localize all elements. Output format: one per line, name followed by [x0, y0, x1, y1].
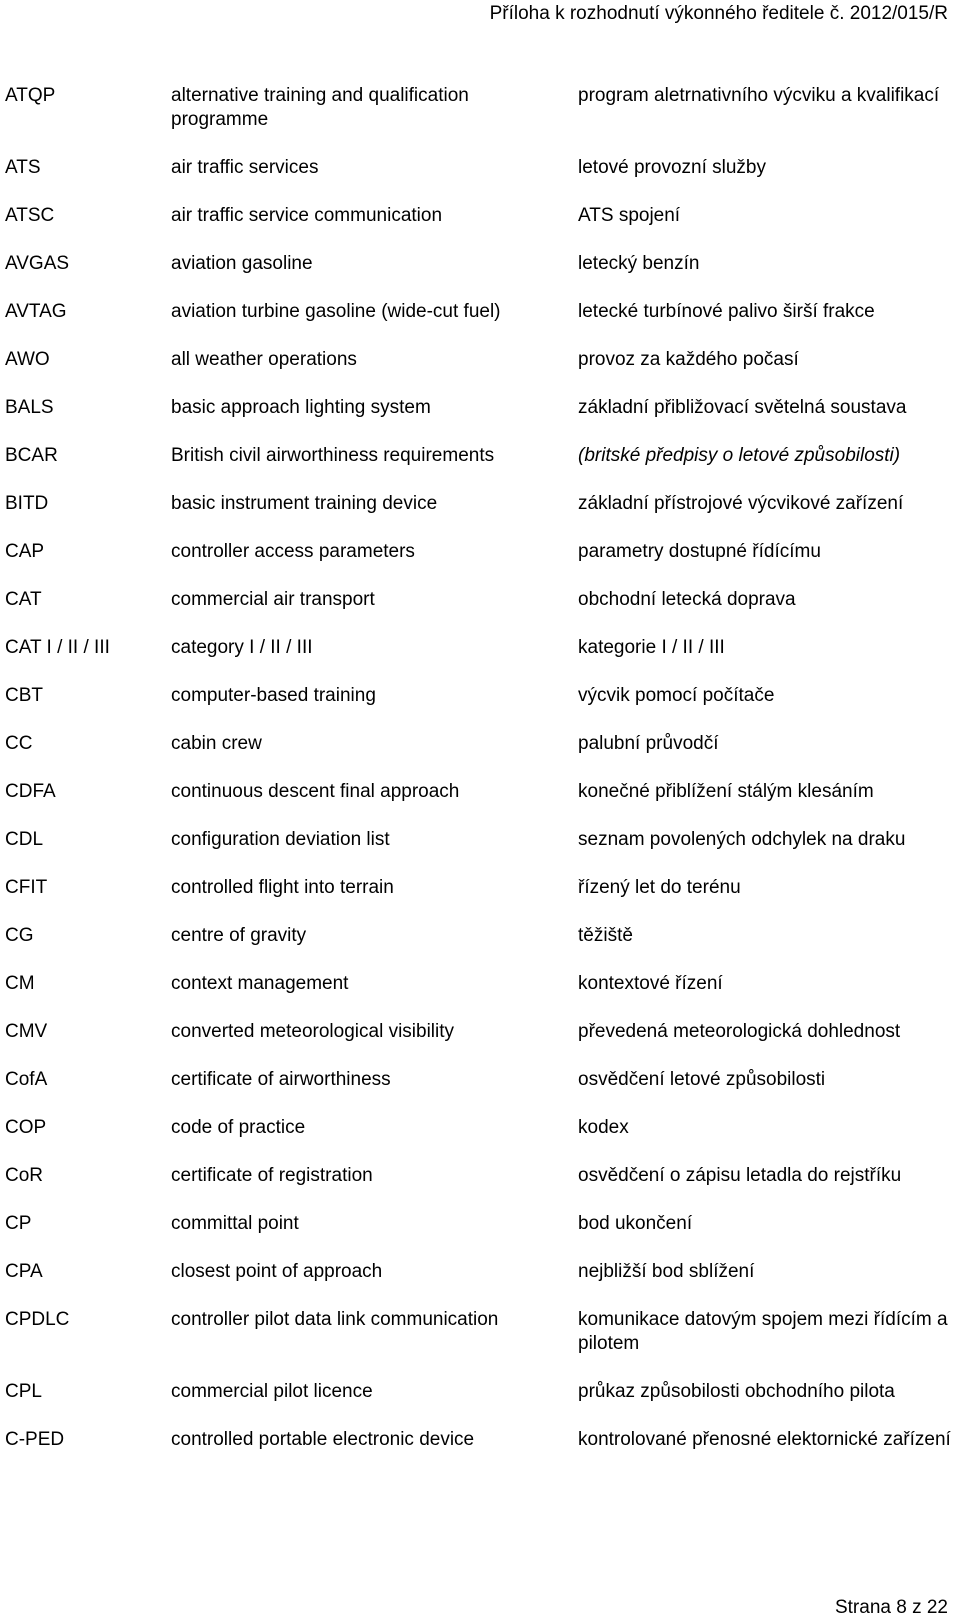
english-term: continuous descent final approach: [171, 781, 460, 802]
abbreviation-code: ATSC: [5, 205, 55, 226]
english-term: certificate of registration: [171, 1165, 373, 1186]
abbreviation-code: CPL: [5, 1381, 42, 1402]
czech-term: těžiště: [578, 925, 633, 946]
english-term: basic instrument training device: [171, 493, 438, 514]
abbreviation-row: [0, 1164, 960, 1188]
abbreviation-code: CoR: [5, 1165, 44, 1186]
czech-term: letecké turbínové palivo širší frakce: [578, 301, 875, 322]
czech-term: komunikace datovým spojem mezi řídícím a pilotem: [578, 1309, 948, 1354]
abbreviation-code: CMV: [5, 1021, 48, 1042]
abbreviation-code: CPDLC: [5, 1309, 70, 1330]
english-term: commercial pilot licence: [171, 1381, 373, 1402]
abbreviation-row: [0, 780, 960, 804]
abbreviation-row: [0, 492, 960, 516]
abbreviation-row: [0, 972, 960, 996]
abbreviation-code: CG: [5, 925, 34, 946]
abbreviation-list: [0, 84, 960, 1500]
english-term: centre of gravity: [171, 925, 307, 946]
english-term: basic approach lighting system: [171, 397, 431, 418]
english-term: alternative training and qualification programme: [171, 85, 469, 130]
abbreviation-row: [0, 1380, 960, 1404]
czech-term: letové provozní služby: [578, 157, 766, 178]
abbreviation-code: CofA: [5, 1069, 48, 1090]
abbreviation-row: [0, 204, 960, 228]
abbreviation-row: [0, 84, 960, 132]
abbreviation-row: [0, 636, 960, 660]
abbreviation-code: C-PED: [5, 1429, 65, 1450]
czech-term: základní přístrojové výcvikové zařízení: [578, 493, 904, 514]
czech-term: nejbližší bod sblížení: [578, 1261, 755, 1282]
english-term: certificate of airworthiness: [171, 1069, 391, 1090]
czech-term: řízený let do terénu: [578, 877, 741, 898]
abbreviation-code: BITD: [5, 493, 49, 514]
abbreviation-row: [0, 1212, 960, 1236]
czech-term: kodex: [578, 1117, 629, 1138]
abbreviation-row: [0, 1260, 960, 1284]
czech-term: seznam povolených odchylek na draku: [578, 829, 906, 850]
english-term: converted meteorological visibility: [171, 1021, 455, 1042]
abbreviation-code: CM: [5, 973, 35, 994]
abbreviation-row: [0, 348, 960, 372]
page-footer: Strana 8 z 22: [834, 1597, 948, 1618]
czech-term: převedená meteorologická dohlednost: [578, 1021, 901, 1042]
english-term: British civil airworthiness requirements: [171, 445, 495, 466]
abbreviation-code: BALS: [5, 397, 54, 418]
czech-term: letecký benzín: [578, 253, 700, 274]
abbreviation-row: [0, 396, 960, 420]
czech-term: kategorie I / II / III: [578, 637, 725, 658]
czech-term: obchodní letecká doprava: [578, 589, 796, 610]
abbreviation-row: [0, 1308, 960, 1356]
abbreviation-code: AWO: [5, 349, 50, 370]
abbreviation-code: CC: [5, 733, 33, 754]
czech-term: kontrolované přenosné elektornické zařízení: [578, 1429, 951, 1450]
czech-term: konečné přiblížení stálým klesáním: [578, 781, 874, 802]
abbreviation-row: [0, 924, 960, 948]
abbreviation-code: CDFA: [5, 781, 56, 802]
abbreviation-row: [0, 252, 960, 276]
abbreviation-code: CPA: [5, 1261, 43, 1282]
abbreviation-code: COP: [5, 1117, 47, 1138]
abbreviation-row: [0, 588, 960, 612]
abbreviation-row: [0, 540, 960, 564]
english-term: air traffic services: [171, 157, 319, 178]
czech-term: parametry dostupné řídícímu: [578, 541, 821, 562]
english-term: code of practice: [171, 1117, 306, 1138]
czech-term: osvědčení o zápisu letadla do rejstříku: [578, 1165, 902, 1186]
abbreviation-code: CP: [5, 1213, 32, 1234]
english-term: aviation turbine gasoline (wide-cut fuel): [171, 301, 501, 322]
czech-term: osvědčení letové způsobilosti: [578, 1069, 826, 1090]
english-term: controller access parameters: [171, 541, 415, 562]
english-term: committal point: [171, 1213, 299, 1234]
english-term: controlled portable electronic device: [171, 1429, 475, 1450]
abbreviation-code: CDL: [5, 829, 44, 850]
abbreviation-row: [0, 1068, 960, 1092]
abbreviation-row: [0, 1116, 960, 1140]
abbreviation-code: CBT: [5, 685, 43, 706]
abbreviation-code: ATS: [5, 157, 41, 178]
abbreviation-row: [0, 732, 960, 756]
czech-term: provoz za každého počasí: [578, 349, 799, 370]
czech-term: základní přibližovací světelná soustava: [578, 397, 907, 418]
abbreviation-code: AVGAS: [5, 253, 70, 274]
abbreviation-code: BCAR: [5, 445, 58, 466]
abbreviation-code: CAT I / II / III: [5, 637, 110, 658]
english-term: context management: [171, 973, 349, 994]
abbreviation-row: [0, 300, 960, 324]
english-term: controller pilot data link communication: [171, 1309, 499, 1330]
czech-term: program aletrnativního výcviku a kvalifikací: [578, 85, 940, 106]
english-term: aviation gasoline: [171, 253, 313, 274]
abbreviation-code: CFIT: [5, 877, 48, 898]
english-term: cabin crew: [171, 733, 262, 754]
abbreviation-row: [0, 876, 960, 900]
english-term: controlled flight into terrain: [171, 877, 394, 898]
english-term: air traffic service communication: [171, 205, 443, 226]
czech-term: palubní průvodčí: [578, 733, 719, 754]
abbreviation-row: [0, 1428, 960, 1476]
abbreviation-code: AVTAG: [5, 301, 67, 322]
english-term: closest point of approach: [171, 1261, 383, 1282]
czech-term: kontextové řízení: [578, 973, 723, 994]
czech-term: průkaz způsobilosti obchodního pilota: [578, 1381, 895, 1402]
english-term: commercial air transport: [171, 589, 375, 610]
abbreviation-row: [0, 828, 960, 852]
abbreviation-code: CAP: [5, 541, 45, 562]
abbreviation-row: [0, 156, 960, 180]
czech-term: výcvik pomocí počítače: [578, 685, 775, 706]
czech-term: bod ukončení: [578, 1213, 693, 1234]
abbreviation-code: ATQP: [5, 85, 56, 106]
english-term: configuration deviation list: [171, 829, 390, 850]
abbreviation-row: [0, 444, 960, 468]
english-term: all weather operations: [171, 349, 357, 370]
czech-term: ATS spojení: [578, 205, 681, 226]
abbreviation-row: [0, 684, 960, 708]
document-header: Příloha k rozhodnutí výkonného ředitele č. 2012/015/R: [489, 3, 948, 24]
english-term: computer-based training: [171, 685, 376, 706]
abbreviation-row: [0, 1020, 960, 1044]
english-term: category I / II / III: [171, 637, 313, 658]
czech-term: (britské předpisy o letové způsobilosti): [578, 445, 901, 466]
abbreviation-code: CAT: [5, 589, 42, 610]
